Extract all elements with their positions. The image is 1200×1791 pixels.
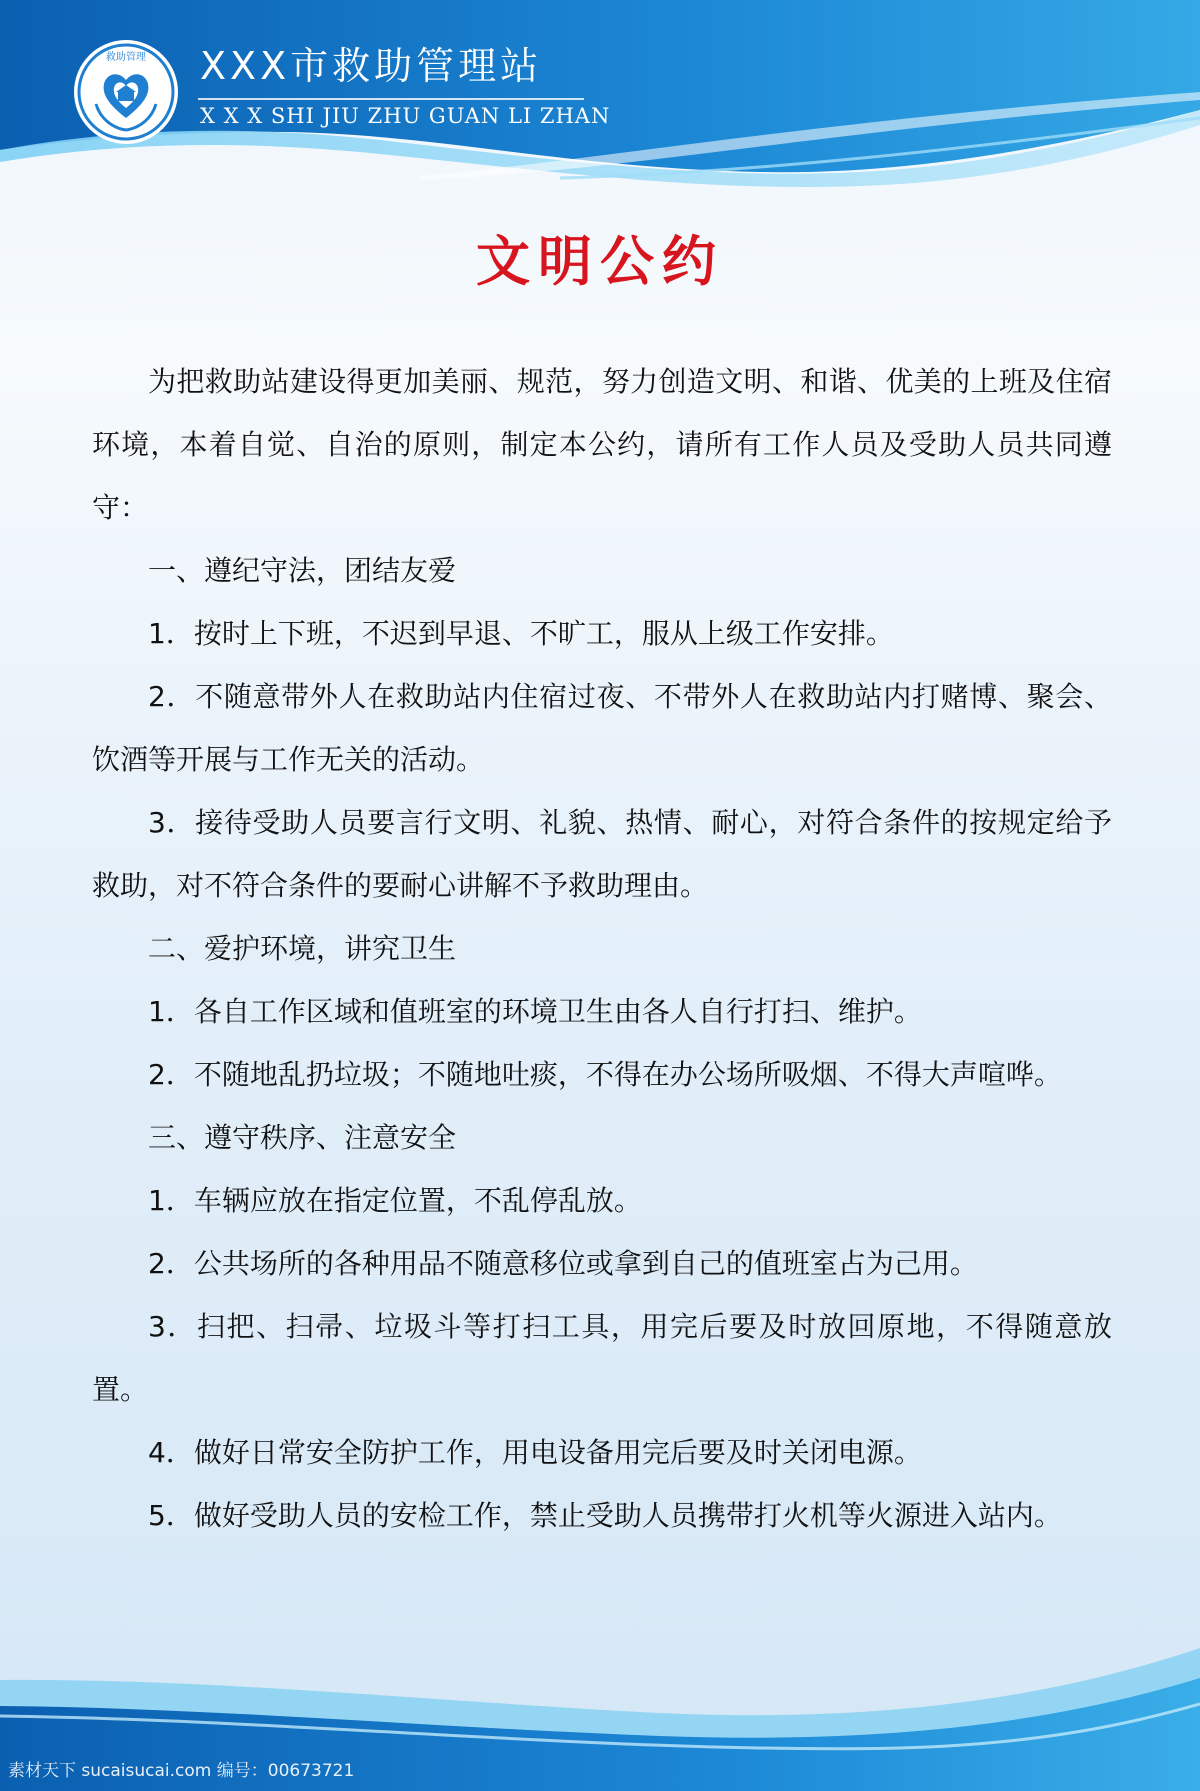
logo-text: 救助管理 (106, 52, 146, 63)
rule-item: 4．做好日常安全防护工作，用电设备用完后要及时关闭电源。 (148, 1436, 922, 1469)
organization-logo (72, 38, 180, 146)
rule-item: 1．各自工作区域和值班室的环境卫生由各人自行打扫、维护。 (148, 995, 922, 1028)
rule-item: 5．做好受助人员的安检工作，禁止受助人员携带打火机等火源进入站内。 (148, 1499, 1062, 1532)
stock-watermark: 素材天下 sucaisucai.com 编号：00673721 (8, 1761, 355, 1781)
page-title: 文明公约 (476, 230, 724, 293)
rule-item: 2．不随地乱扔垃圾；不随地吐痰，不得在办公场所吸烟、不得大声喧哗。 (148, 1058, 1062, 1091)
header-banner (0, 0, 1200, 200)
organization-name: XXX市救助管理站 (200, 44, 543, 88)
notice-body (92, 350, 1112, 1547)
section-heading-2: 二、爱护环境，讲究卫生 (148, 932, 457, 965)
rule-item: 1．按时上下班，不迟到早退、不旷工，服从上级工作安排。 (148, 617, 894, 650)
rule-item: 3．接待受助人员要言行文明、礼貌、热情、耐心，对符合条件的按规定给予救助，对不符合条件的要耐心讲解不予救助理由。 (92, 806, 1112, 902)
rule-item: 1．车辆应放在指定位置，不乱停乱放。 (148, 1184, 642, 1217)
section-heading-1: 一、遵纪守法，团结友爱 (148, 554, 457, 587)
rule-item: 3．扫把、扫帚、垃圾斗等打扫工具，用完后要及时放回原地，不得随意放置。 (92, 1310, 1112, 1406)
rule-item: 2．不随意带外人在救助站内住宿过夜、不带外人在救助站内打赌博、聚会、饮酒等开展与工作无关的活动。 (92, 680, 1112, 776)
intro-paragraph: 为把救助站建设得更加美丽、规范，努力创造文明、和谐、优美的上班及住宿环境，本着自觉、自治的原则，制定本公约，请所有工作人员及受助人员共同遵守： (92, 365, 1112, 524)
section-heading-3: 三、遵守秩序、注意安全 (148, 1121, 457, 1154)
organization-pinyin: X X X SHI JIU ZHU GUAN LI ZHAN (200, 104, 611, 128)
header-divider (198, 98, 584, 100)
rule-item: 2．公共场所的各种用品不随意移位或拿到自己的值班室占为己用。 (148, 1247, 978, 1280)
